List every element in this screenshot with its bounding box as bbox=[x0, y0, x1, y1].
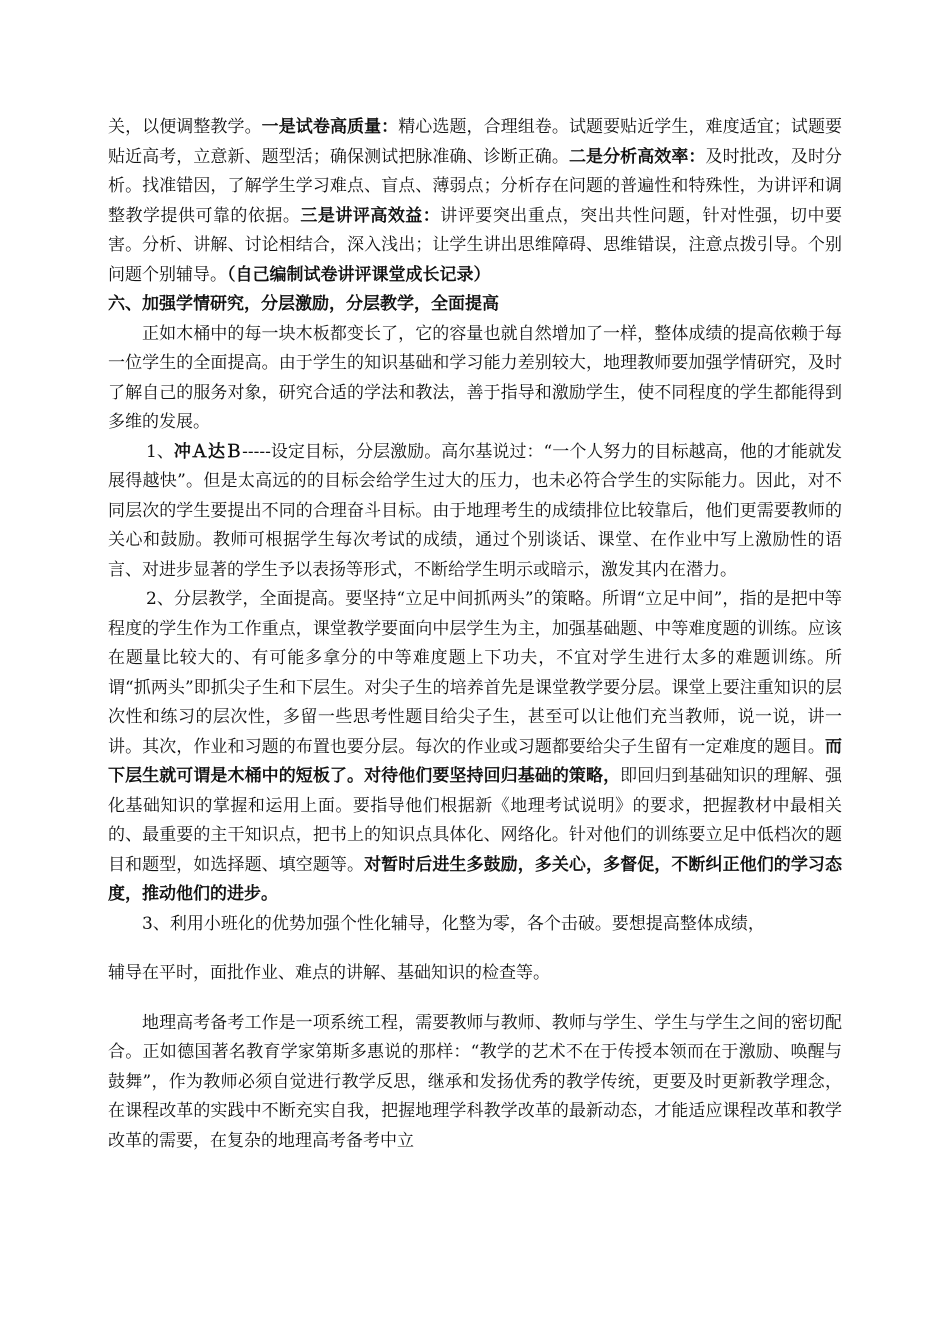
paragraph-tutoring: 辅导在平时，面批作业、难点的讲解、基础知识的检查等。 bbox=[108, 963, 550, 983]
text-run: 及时批改，及时分析。找准错因，了解学生学习难点、盲点、薄弱点；分析存在问题的普遍性和特殊性，为讲评和调整教学提供可靠的依据。 bbox=[108, 146, 843, 226]
text-run: 即回归到基础知识的理解、强化基础知识的掌握和运用上面。要指导他们根据新《地理考试说明》的要求，把握教材中最相关的、最重要的主干知识点，把书上的知识点具体化、网络化。针对他们的训练要立足中低档次的题目和题型，如选择题、填空题等。 bbox=[108, 766, 843, 875]
text-run: 关，以便调整教学。 bbox=[108, 117, 262, 137]
bold-run: 冲Ａ达Ｂ bbox=[173, 441, 243, 462]
paragraph-exam-quality bbox=[108, 113, 842, 290]
document-page bbox=[108, 113, 842, 1156]
text-run: 2、分层教学，全面提高。要坚持“立足中间抓两头”的策略。所谓“立足中间”，指的是把中等程度的学生作为工作重点，课堂教学要面向中层学生为主，加强基础题、中等难度题的训练。应该在题量比较大的、有可能多拿分的中等难度题上下功夫，不宜对学生进行太多的难题训练。所谓“抓两头”即抓尖子生和下层生。对尖子生的培养首先是课堂教学要分层。课堂上要注重知识的层次性和练习的层次性，多留一些思考性题目给尖子生，甚至可以让他们充当教师，说一说，讲一讲。其次，作业和习题的布置也要分层。每次的作业或习题都要给尖子生留有一定难度的题目。 bbox=[108, 589, 842, 757]
bold-run: 一是试卷高质量： bbox=[261, 117, 399, 137]
section-heading-6: 六、加强学情研究，分层激励，分层教学，全面提高 bbox=[108, 294, 499, 314]
paragraph-point-2 bbox=[108, 585, 842, 910]
paragraph-conclusion: 地理高考备考工作是一项系统工程，需要教师与教师、教师与学生、学生与学生之间的密切配合。正如德国著名教育学家第斯多惠说的那样：“教学的艺术不在于传授本领而在于激励、唤醒与鼓舞”，作为教师必须自觉进行教学反思，继承和发扬优秀的教学传统，更要及时更新教学理念，在课程改革的实践中不断充实自我，把握地理学科教学改革的最新动态，才能适应课程改革和教学改革的需要，在复杂的地理高考备考中立 bbox=[108, 1012, 842, 1151]
paragraph-bucket-analogy: 正如木桶中的每一块木板都变长了，它的容量也就自然增加了一样，整体成绩的提高依赖于每一位学生的全面提高。由于学生的知识基础和学习能力差别较大，地理教师要加强学情研究，及时了解自己的服务对象，研究合适的学法和教法，善于指导和激励学生，使不同程度的学生都能得到多维的发展。 bbox=[108, 323, 842, 432]
bold-run: 而下层生就可谓是木桶中的短板了。对待他们要坚持回归基础的策略， bbox=[108, 736, 842, 786]
paragraph-point-3: 3、利用小班化的优势加强个性化辅导，化整为零，各个击破。要想提高整体成绩， bbox=[142, 913, 765, 934]
paragraph-point-1 bbox=[108, 438, 842, 586]
bold-run: 二是分析高效率： bbox=[568, 146, 706, 167]
bold-run: （自己编制试卷讲评课堂成长记录） bbox=[227, 264, 491, 285]
text-run: 精心选题，合理组卷。试题要贴近学生，难度适宜；试题要贴近高考，立意新、题型活；确保测试把脉准确、诊断正确。 bbox=[108, 117, 843, 167]
text-run: -----设定目标，分层激励。高尔基说过：“一个人努力的目标越高，他的才能就发展得越快”。但是太高远的的目标会给学生过大的压力，也未必符合学生的实际能力。因此，对不同层次的学生要提出不同的合理奋斗目标。由于地理考生的成绩排位比较靠后，他们更需要教师的关心和鼓励。教师可根据学生每次考试的成绩，通过个别谈话、课堂、在作业中写上激励性的语言、对进步显著的学生予以表扬等形式，不断给学生明示或暗示，激发其内在潜力。 bbox=[108, 441, 842, 580]
bold-run: 三是讲评高效益： bbox=[300, 205, 441, 226]
text-run: 讲评要突出重点，突出共性问题，针对性强，切中要害。分析、讲解、讨论相结合，深入浅出；让学生讲出思维障碍、思维错误，注意点拨引导。个别问题个别辅导。 bbox=[108, 205, 843, 285]
bold-run: 对暂时后进生多鼓励，多关心，多督促，不断纠正他们的学习态度，推动他们的进步。 bbox=[108, 854, 843, 904]
text-run: 1、 bbox=[146, 441, 174, 462]
